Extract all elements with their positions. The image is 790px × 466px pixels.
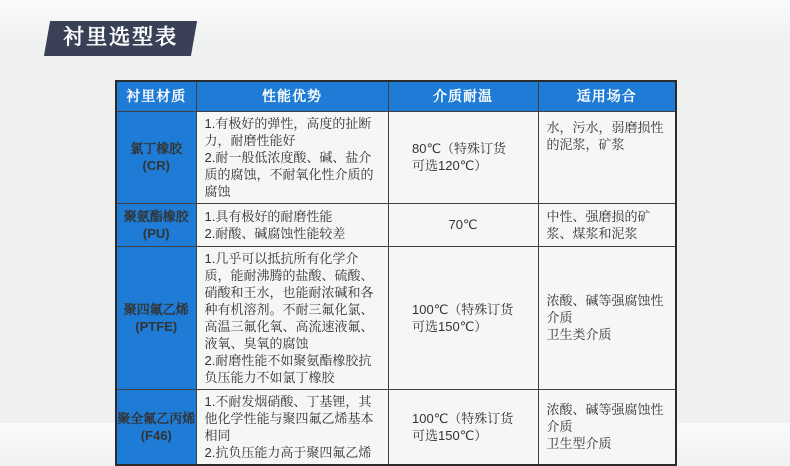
applications-item: 卫生型介质 [546,436,612,451]
table-row [116,111,676,203]
temperature-cell [388,203,538,246]
material-cell [116,203,196,246]
temperature-cell [388,389,538,465]
table-row [116,246,676,389]
performance-item: 2.耐酸、碱腐蚀性能较差 [204,225,346,241]
material-name: 聚全氟乙丙烯 [117,410,196,426]
applications-item: 中性、强磨损的矿浆、煤浆和泥浆 [546,208,651,241]
header-row [116,81,676,111]
temperature-text: 70℃ [448,217,478,232]
material-name: 氯丁橡胶 [130,141,183,156]
performance-cell [196,203,388,246]
temperature-text: 100℃（特殊订货可选150℃） [412,410,514,443]
performance-cell [196,246,388,389]
header-temperature: 介质耐温 [388,81,538,111]
applications-item: 卫生类介质 [546,327,612,342]
temperature-text: 80℃（特殊订货可选120℃） [412,141,507,173]
material-cell [116,389,196,465]
temperature-text: 100℃（特殊订货可选150℃） [412,301,514,334]
applications-cell [538,111,676,203]
performance-item: 1.具有极好的耐磨性能 [204,208,333,224]
applications-cell [538,389,676,465]
material-code: (PU) [142,225,170,241]
material-name: 聚氨酯橡胶 [123,208,189,224]
page-title: 衬里选型表 [63,26,179,49]
performance-item: 1.不耐发烟硝酸、丁基锂，其他化学性能与聚四氟乙烯基本相同 [204,393,374,443]
table-body [116,111,676,465]
performance-item: 2.抗负压能力高于聚四氟乙烯 [204,444,372,460]
performance-cell [196,389,388,465]
material-code: (F46) [140,427,172,443]
title-banner [44,21,197,56]
performance-item: 1.有极好的弹性，高度的扯断力，耐磨性能好 [204,115,372,148]
applications-cell [538,246,676,389]
header-material: 衬里材质 [116,81,196,111]
table-header [116,81,676,111]
performance-item: 2.耐一般低浓度酸、碱、盐介质的腐蚀，不耐氧化性介质的腐蚀 [204,149,374,199]
temperature-cell [388,111,538,203]
material-code: (PTFE) [135,318,178,334]
material-cell [116,246,196,389]
applications-cell [538,203,676,246]
table-row [116,389,676,465]
header-performance: 性能优势 [196,81,388,111]
header-applications: 适用场合 [538,81,676,111]
temperature-cell [388,246,538,389]
material-name: 聚四氟乙烯 [123,301,189,317]
lining-selection-table [115,80,677,466]
material-code: (CR) [142,158,170,173]
performance-item: 2.耐磨性能不如聚氨酯橡胶抗负压能力不如氯丁橡胶 [204,352,372,385]
performance-cell [196,111,388,203]
applications-item: 浓酸、碱等强腐蚀性介质 [546,293,664,325]
applications-item: 水，污水，弱磨损性的泥浆，矿浆 [546,119,664,152]
table-row [116,203,676,246]
performance-item: 1.几乎可以抵抗所有化学介质，能耐沸腾的盐酸、硫酸、硝酸和王水，也能耐浓碱和各种有机溶剂。不耐三氟化氯、高温三氟化氧、高流速液氟、液氧、臭氧的腐蚀 [204,250,374,351]
applications-item: 浓酸、碱等强腐蚀性介质 [546,402,664,434]
material-cell [116,111,196,203]
